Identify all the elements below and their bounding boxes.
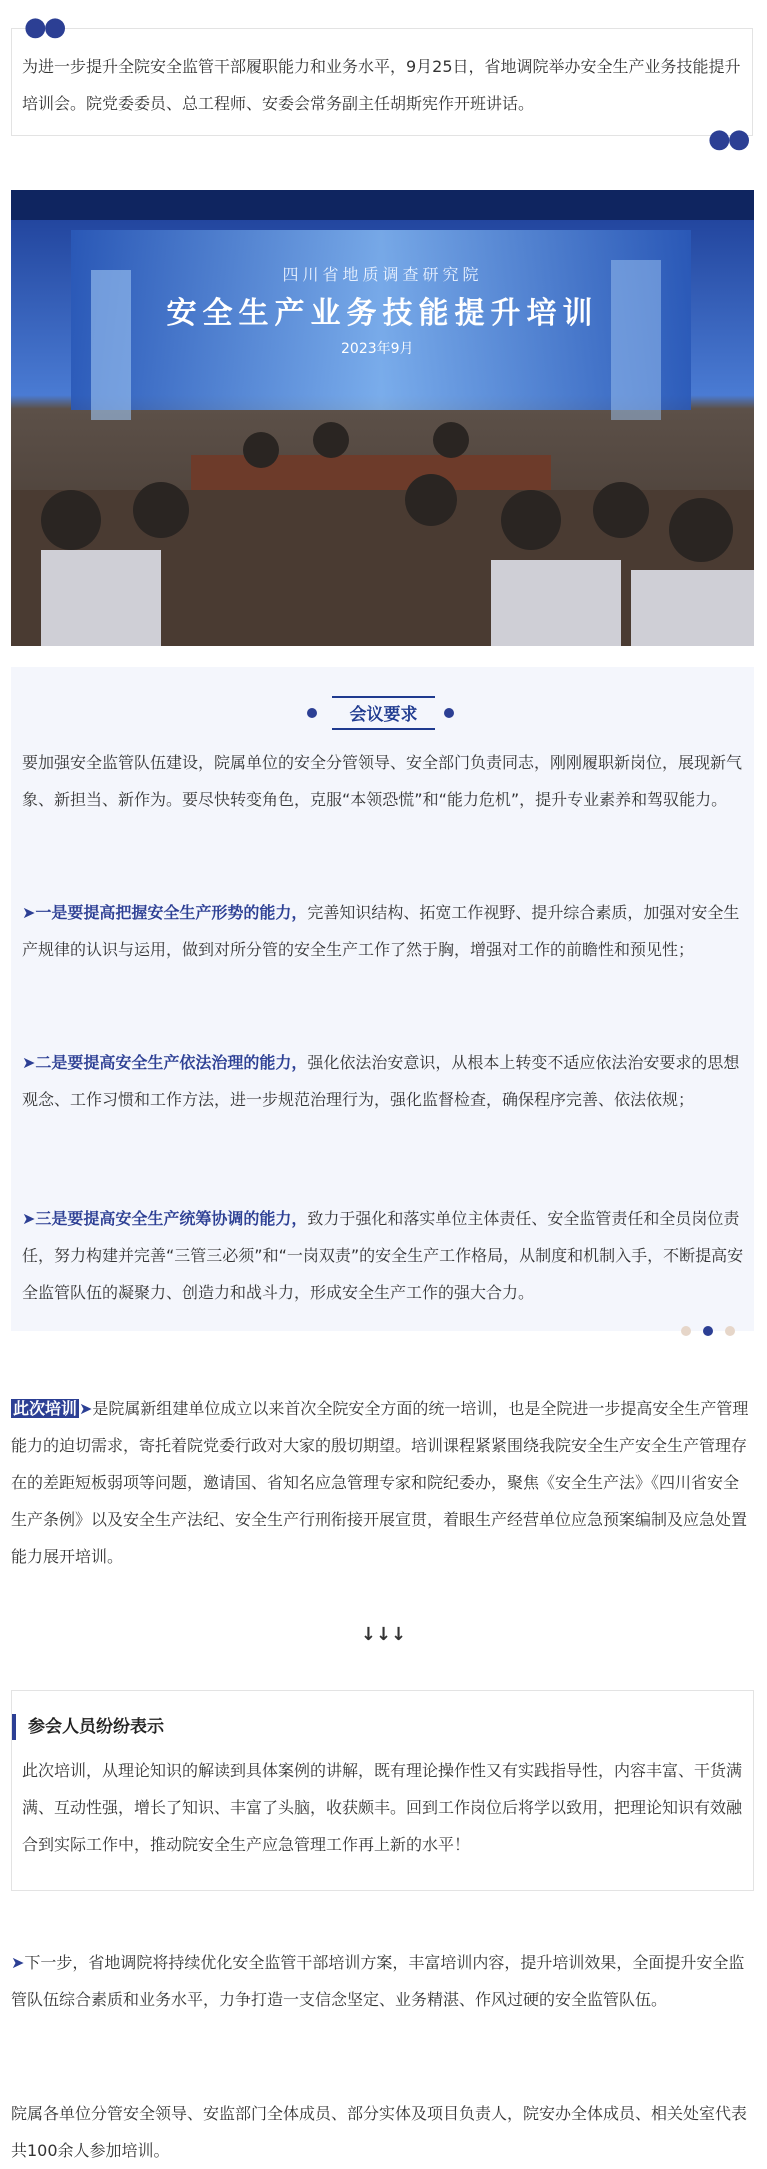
requirement-body: 强化依法治安意识，从根本上转变不适应依法治安要求的思想观念、工作习惯和工作方法，进一步规范治理行为，强化监督检查，确保程序完善、依法依规； xyxy=(22,1053,740,1109)
requirement-item-1 xyxy=(22,894,747,968)
banner-date: 2023年9月 xyxy=(341,341,414,357)
feedback-text: 此次培训，从理论知识的解读到具体案例的讲解，既有理论操作性又有实践指导性，内容丰富、干货满满、互动性强，增长了知识、丰富了头脑，收获颇丰。回到工作岗位后将学以致用，把理论知识有效融合到实际工作中，推动院安全生产应急管理工作再上新的水平！ xyxy=(22,1761,743,1854)
requirements-title: 会议要求 xyxy=(332,696,435,730)
training-marker: ➤ xyxy=(79,1399,93,1418)
title-left-dot xyxy=(307,708,317,718)
banner-title: 安全生产业务技能提升培训 xyxy=(166,296,599,331)
requirement-lead: 一是要提高把握安全生产形势的能力， xyxy=(35,903,308,922)
requirement-lead: 三是要提高安全生产统筹协调的能力， xyxy=(35,1209,308,1228)
feedback-title: 参会人员纷纷表示 xyxy=(28,1717,164,1737)
feedback-accent-bar xyxy=(12,1714,16,1740)
title-right-dot xyxy=(444,708,454,718)
requirement-marker: ➤ xyxy=(22,1209,36,1228)
carousel-dot-3[interactable] xyxy=(725,1326,735,1336)
requirement-item-3 xyxy=(22,1200,747,1311)
intro-quote-text: 为进一步提升全院安全监管干部履职能力和业务水平，9月25日，省地调院举办安全生产业务技能提升培训会。院党委委员、总工程师、安委会常务副主任胡斯宪作开班讲话。 xyxy=(22,57,741,113)
requirement-item-2 xyxy=(22,1044,747,1118)
training-label: 此次培训 xyxy=(13,1399,78,1418)
requirement-lead: 二是要提高安全生产依法治理的能力， xyxy=(35,1053,308,1072)
next-step-text: 下一步，省地调院将持续优化安全监管干部培训方案，丰富培训内容，提升培训效果，全面提升安全监管队伍综合素质和业务水平，力争打造一支信念坚定、业务精湛、作风过硬的安全监管队伍。 xyxy=(11,1953,745,2009)
attendees-paragraph: 院属各单位分管安全领导、安监部门全体成员、部分实体及项目负责人，院安办全体成员、相关处室代表共100余人参加培训。 xyxy=(11,2104,748,2160)
requirement-body: 致力于强化和落实单位主体责任、安全监管责任和全员岗位责任，努力构建并完善“三管三必须”和“一岗双责”的安全生产工作格局，从制度和机制入手，不断提高安全监管队伍的凝聚力、创造力和战斗力，形成安全生产工作的强大合力。 xyxy=(22,1209,744,1302)
next-step-paragraph xyxy=(11,1944,754,2018)
training-photo xyxy=(11,190,754,646)
down-arrows: ↓↓↓ xyxy=(360,1624,407,1645)
requirement-body: 完善知识结构、拓宽工作视野、提升综合素质，加强对安全生产规律的认识与运用，做到对所分管的安全生产工作了然于胸，增强对工作的前瞻性和预见性； xyxy=(22,903,740,959)
requirements-intro: 要加强安全监管队伍建设，院属单位的安全分管领导、安全部门负责同志，刚刚履职新岗位，展现新气象、新担当、新作为。要尽快转变角色，克服“本领恐慌”和“能力危机”，提升专业素养和驾驭能力。 xyxy=(22,753,743,809)
carousel-dot-1[interactable] xyxy=(681,1326,691,1336)
requirement-marker: ➤ xyxy=(22,903,36,922)
close-quote-icon: ● ● xyxy=(708,124,745,154)
requirement-marker: ➤ xyxy=(22,1053,36,1072)
open-quote-icon: ● ● xyxy=(24,12,61,42)
carousel-dot-2[interactable] xyxy=(703,1326,713,1336)
banner-org: 四川省地质调查研究院 xyxy=(282,265,483,284)
training-text: 是院属新组建单位成立以来首次全院安全方面的统一培训，也是全院进一步提高安全生产管理能力的迫切需求，寄托着院党委行政对大家的殷切期望。培训课程紧紧围绕我院安全生产安全生产管理存在的差距短板弱项等问题，邀请国、省知名应急管理专家和院纪委办，聚焦《安全生产法》《四川省安全生产条例》以及安全生产法纪、安全生产行刑衔接开展宣贯，着眼生产经营单位应急预案编制及应急处置能力展开培训。 xyxy=(11,1399,749,1566)
training-paragraph xyxy=(11,1390,754,1575)
next-step-marker: ➤ xyxy=(11,1953,25,1972)
